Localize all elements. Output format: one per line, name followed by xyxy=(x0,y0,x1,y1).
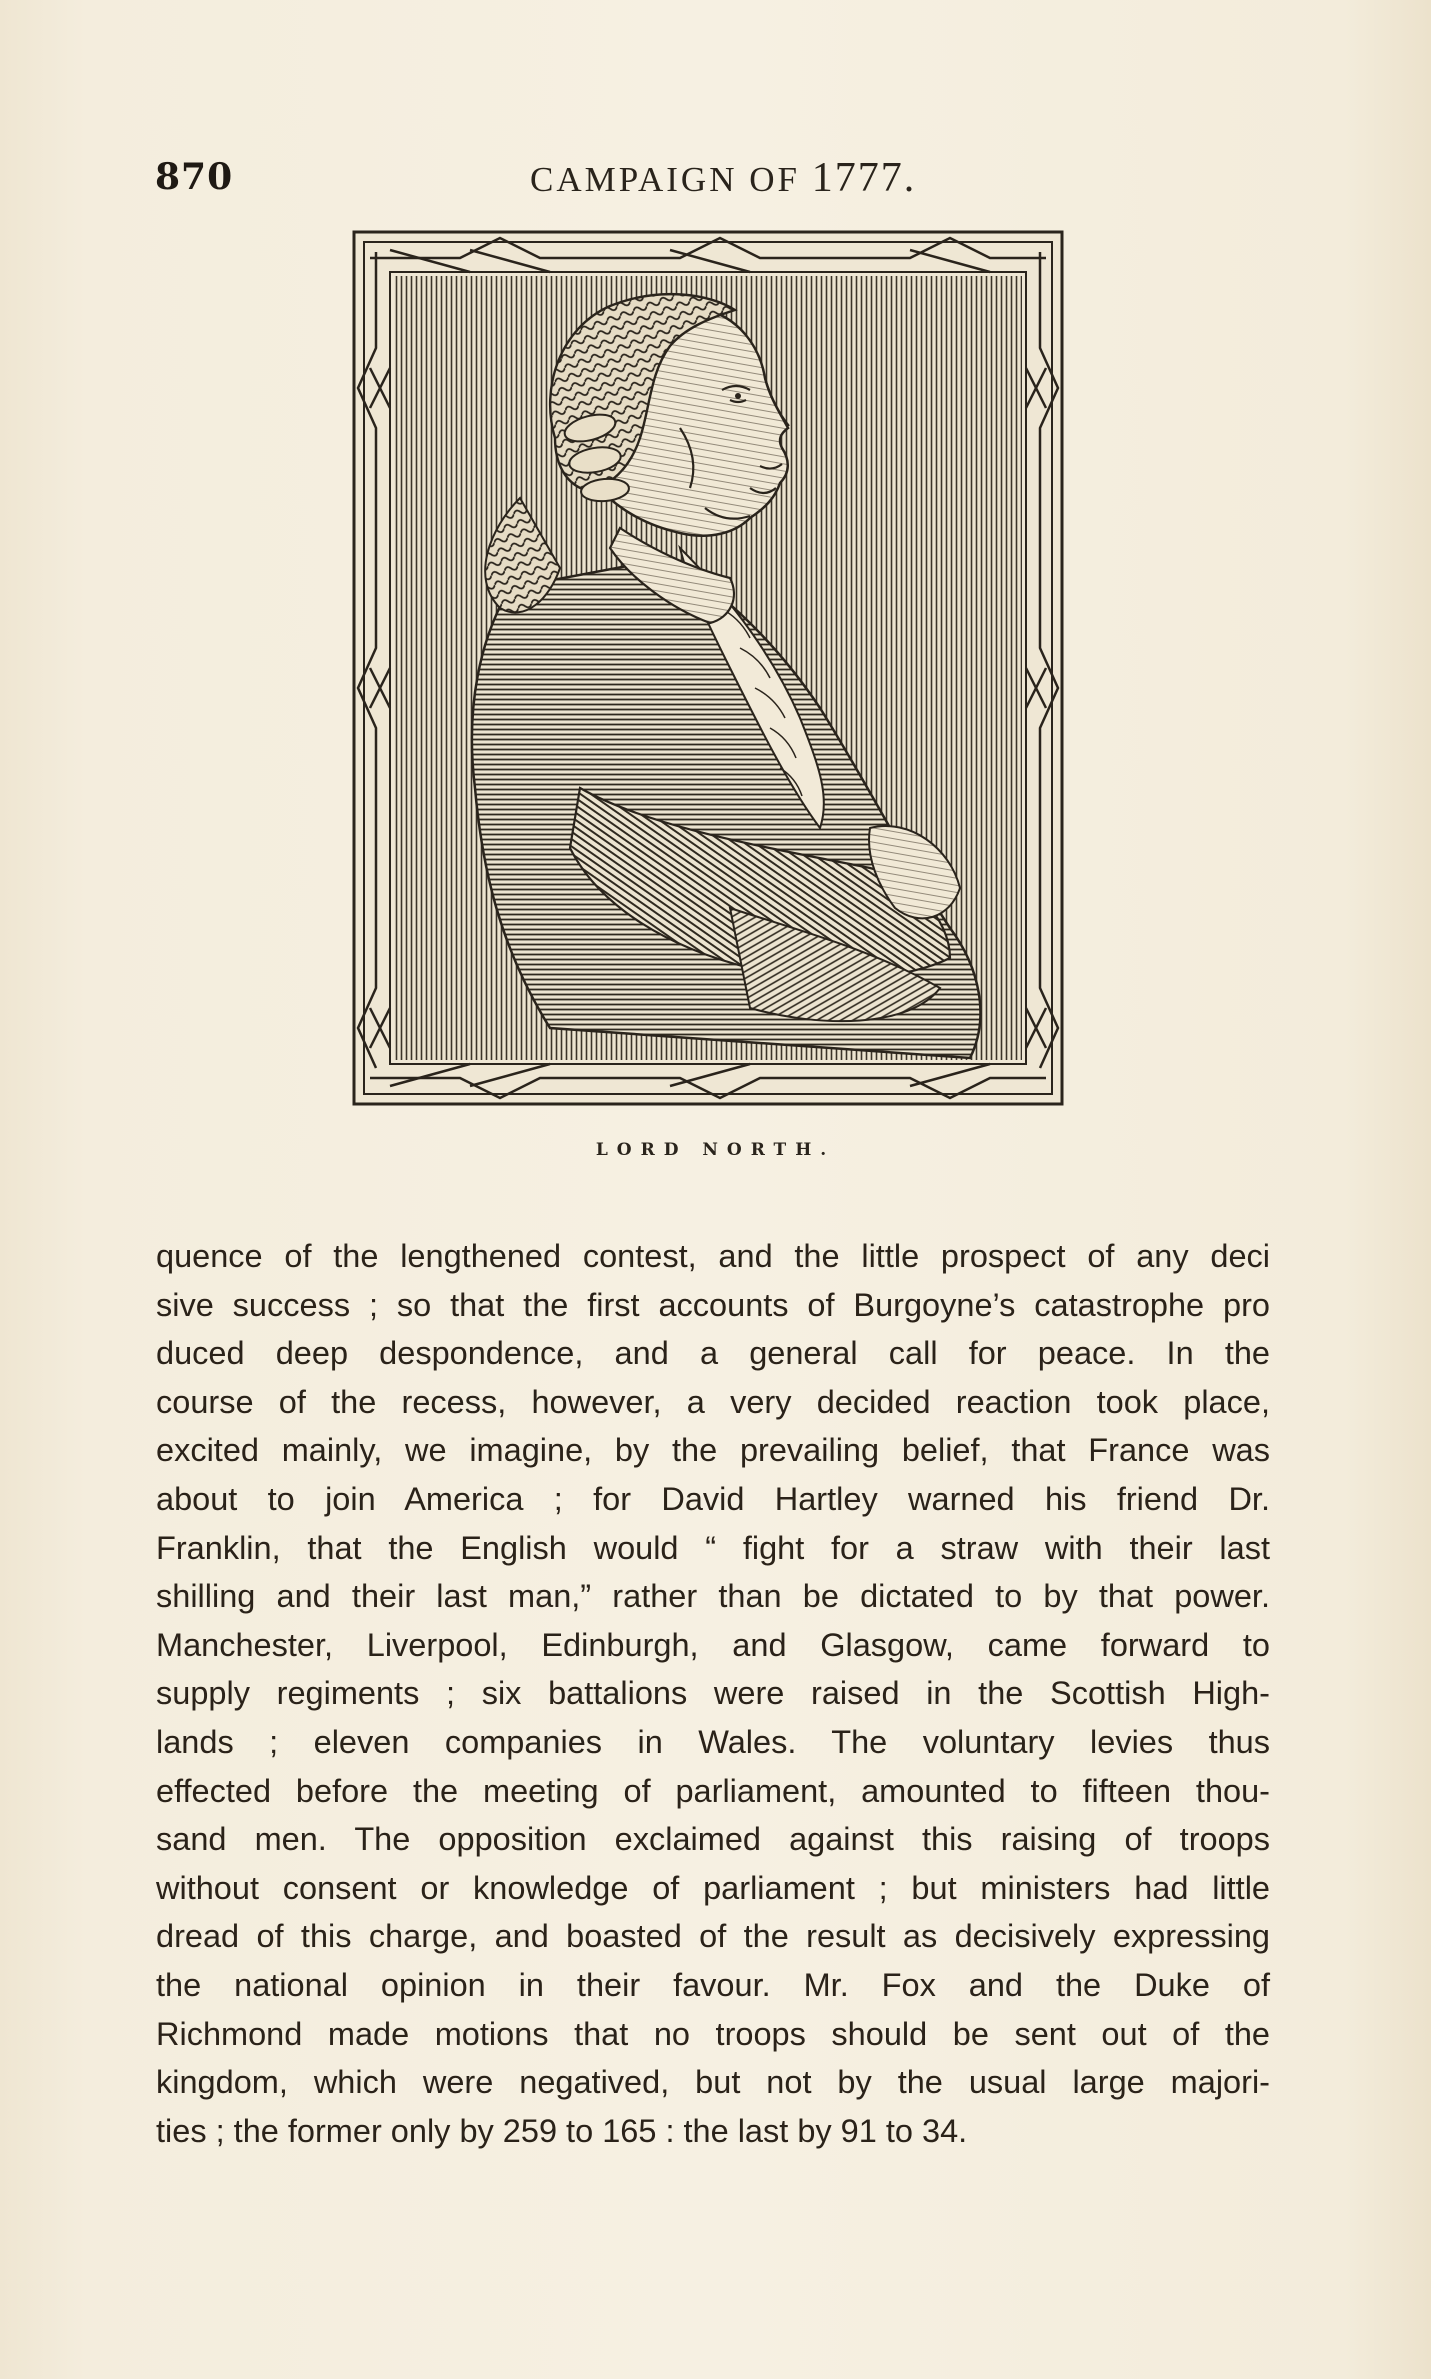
text-line: without consent or knowledge of parliament ; but ministers had little xyxy=(156,1869,1270,1906)
page-number: 870 xyxy=(155,156,234,198)
text-line: effected before the meeting of parliament, amounted to fifteen thou- xyxy=(156,1772,1270,1809)
text-line: sand men. The opposition exclaimed against this raising of troops xyxy=(156,1821,1270,1858)
text-line: Franklin, that the English would “ fight for a straw with their last xyxy=(156,1529,1270,1566)
text-line: sive success ; so that the first accounts of Burgoyne’s catastrophe pro xyxy=(156,1286,1270,1323)
portrait-engraving-image xyxy=(350,228,1066,1108)
portrait-engraving xyxy=(350,228,1066,1108)
text-line: shilling and their last man,” rather than be dictated to by that power. xyxy=(156,1578,1270,1615)
text-line: the national opinion in their favour. Mr. Fox and the Duke of xyxy=(156,1966,1270,2003)
running-title-text: CAMPAIGN OF xyxy=(530,160,800,199)
text-line: Manchester, Liverpool, Edinburgh, and Glasgow, came forward to xyxy=(156,1626,1270,1663)
text-line: kingdom, which were negatived, but not by the usual large majori- xyxy=(156,2064,1270,2101)
text-line: course of the recess, however, a very decided reaction took place, xyxy=(156,1383,1270,1420)
text-line: about to join America ; for David Hartley warned his friend Dr. xyxy=(156,1480,1270,1517)
text-line: supply regiments ; six battalions were raised in the Scottish High- xyxy=(156,1675,1270,1712)
text-line: lands ; eleven companies in Wales. The voluntary levies thus xyxy=(156,1723,1270,1760)
text-line: ties ; the former only by 259 to 165 : the last by 91 to 34. xyxy=(156,2112,968,2149)
text-line: Richmond made motions that no troops should be sent out of the xyxy=(156,2015,1270,2052)
text-line: quence of the lengthened contest, and the little prospect of any deci xyxy=(156,1238,1270,1274)
text-line: dread of this charge, and boasted of the result as decisively expressing xyxy=(156,1918,1270,1955)
running-title xyxy=(530,154,916,202)
text-line: duced deep despondence, and a general call for peace. In the xyxy=(156,1335,1270,1372)
text-line: excited mainly, we imagine, by the prevailing belief, that France was xyxy=(156,1432,1270,1469)
illustration-caption: LORD NORTH. xyxy=(595,1140,836,1160)
page-header xyxy=(155,148,1275,208)
running-title-year: 1777. xyxy=(811,155,917,201)
body-text xyxy=(156,1232,1270,2155)
